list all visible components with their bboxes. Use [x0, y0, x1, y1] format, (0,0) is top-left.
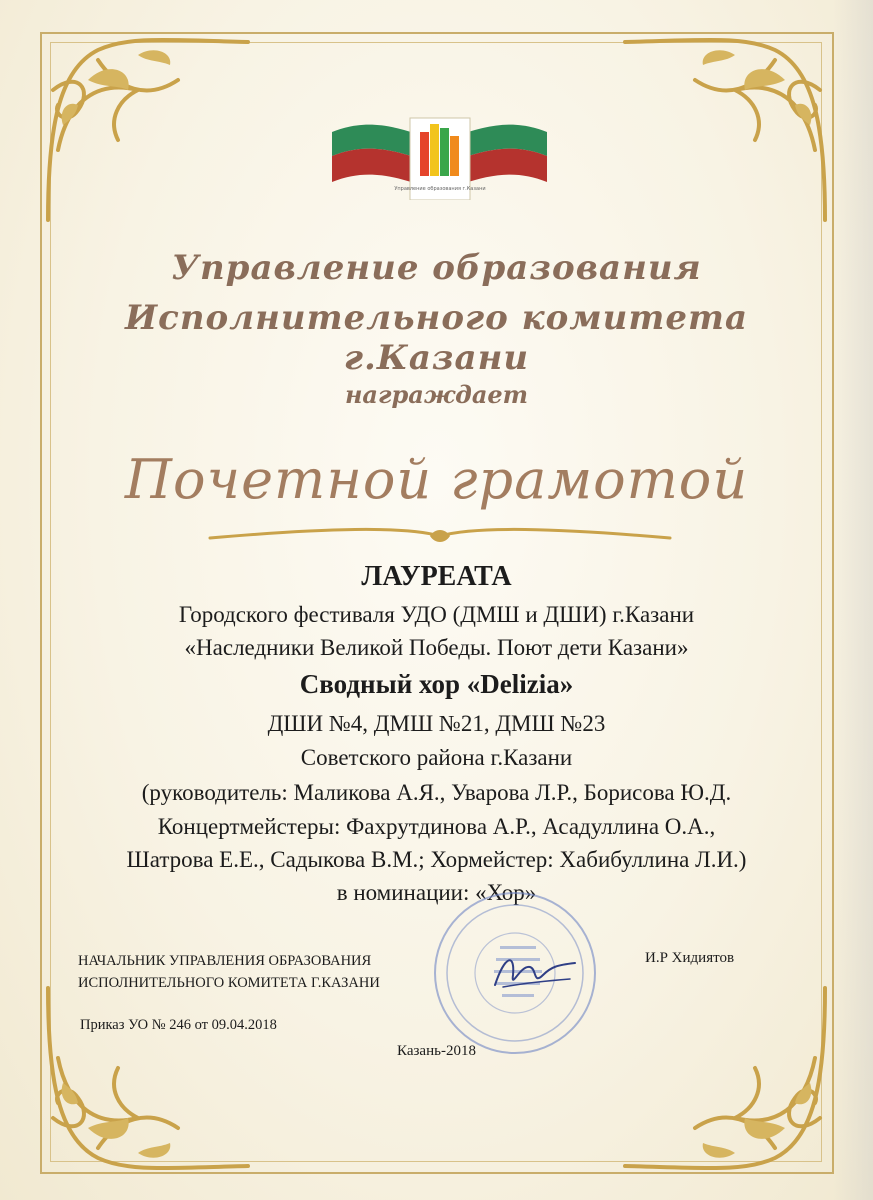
laureate-heading: ЛАУРЕАТА	[361, 561, 512, 592]
title-flourish-icon	[205, 524, 675, 548]
signature-icon	[485, 945, 580, 1000]
place-year: Казань-2018	[397, 1043, 476, 1059]
emblem-caption: Управление образования г.Казани	[394, 186, 486, 192]
signatory-name: И.Р Хидиятов	[645, 950, 735, 966]
district-line: Советского района г.Казани	[300, 745, 573, 770]
tatarstan-flag-emblem-icon	[332, 110, 547, 200]
corner-ornament-icon	[38, 978, 258, 1178]
awards-verb: награждает	[344, 380, 529, 409]
corner-ornament-icon	[38, 30, 258, 230]
schools-line: ДШИ №4, ДМШ №21, ДМШ №23	[267, 711, 606, 736]
signatory-title-line-1: НАЧАЛЬНИК УПРАВЛЕНИЯ ОБРАЗОВАНИЯ	[78, 953, 372, 969]
certificate-title: Почетной грамотой	[124, 448, 749, 511]
issuer-line-2: Исполнительного комитета г.Казани	[125, 298, 748, 378]
signatory-title	[78, 950, 380, 994]
signatory-title-line-2: ИСПОЛНИТЕЛЬНОГО КОМИТЕТА Г.КАЗАНИ	[78, 975, 380, 991]
order-reference: Приказ УО № 246 от 09.04.2018	[80, 1017, 277, 1033]
scan-edge-shadow	[833, 0, 873, 1200]
festival-line-2: «Наследники Великой Победы. Поют дети Казани»	[184, 635, 689, 660]
corner-ornament-icon	[615, 978, 835, 1178]
issuer-line-1: Управление образования	[171, 248, 702, 288]
nomination-line: в номинации: «Хор»	[336, 880, 537, 905]
festival-line-1: Городского фестиваля УДО (ДМШ и ДШИ) г.Казани	[178, 602, 695, 627]
leaders-line-1: (руководитель: Маликова А.Я., Уварова Л.Р., Борисова Ю.Д.	[141, 780, 732, 805]
leaders-line-2: Концертмейстеры: Фахрутдинова А.Р., Асадуллина О.А.,	[157, 814, 716, 839]
choir-name: Сводный хор «Delizia»	[299, 669, 574, 699]
corner-ornament-icon	[615, 30, 835, 230]
leaders-line-3: Шатрова Е.Е., Садыкова В.М.; Хормейстер: Хабибуллина Л.И.)	[126, 847, 747, 872]
